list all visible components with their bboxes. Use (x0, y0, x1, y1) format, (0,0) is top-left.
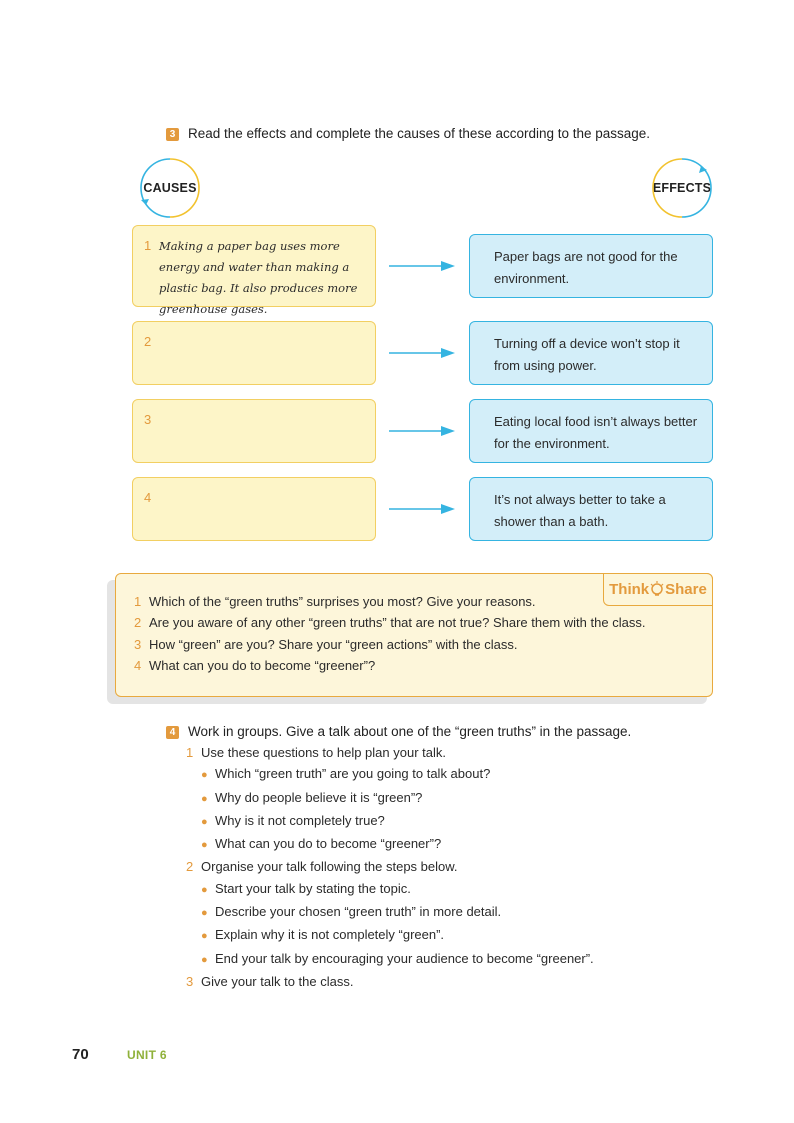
lightbulb-icon (650, 581, 664, 599)
effect-box-1 (469, 234, 713, 298)
bullet-icon: ● (201, 815, 208, 828)
causes-heading (141, 159, 199, 217)
effect-box-2 (469, 321, 713, 385)
cause-box-1 (132, 225, 376, 316)
section4-number-badge: 4 (166, 726, 179, 739)
list-item: ● Explain why it is not completely “green”. (201, 924, 726, 947)
section3-instruction-text: Read the effects and complete the causes of these according to the passage. (188, 126, 651, 141)
section4 (166, 724, 726, 992)
list-item: ● Describe your chosen “green truth” in more detail. (201, 901, 726, 924)
cause-number: 4 (144, 490, 152, 505)
list-item: 2 Are you aware of any other “green truths” that are not true? Share them with the class. (134, 615, 646, 631)
cause-number: 3 (144, 412, 152, 427)
effect-text: Eating local food isn’t always better for the environment. (494, 414, 698, 451)
cause-box-4[interactable] (132, 477, 376, 541)
cause-text: Making a paper bag uses more energy and water than making a plastic bag. It also produces more greenhouse gases. (159, 239, 358, 316)
bullet-icon: ● (201, 953, 208, 966)
cause-box-3[interactable] (132, 399, 376, 463)
section3-number-badge: 3 (166, 128, 179, 141)
bullet-list (186, 763, 726, 856)
effect-text: Paper bags are not good for the environment. (494, 249, 678, 286)
think-share-title-left: Think (609, 581, 650, 598)
list-item: 2 Organise your talk following the steps below. ● Start your talk by stating the topic. ● Describe your chosen “green truth” in more detail. ● Explain why it is not completely “green”. ● End your talk by encouraging your audience to become “greener”. (186, 856, 726, 970)
list-item: ● Why is it not completely true? (201, 810, 726, 833)
bullet-icon: ● (201, 930, 208, 943)
list-item: ● What can you do to become “greener”? (201, 833, 726, 856)
section4-instruction-text: Work in groups. Give a talk about one of the “green truths” in the passage. (188, 724, 632, 739)
effects-heading (653, 159, 711, 217)
effect-box-3 (469, 399, 713, 463)
think-share-panel (115, 573, 713, 697)
list-item: ● End your talk by encouraging your audience to become “greener”. (201, 948, 726, 971)
page-number: 70 (72, 1046, 89, 1063)
causes-circle-icon (137, 155, 203, 221)
section4-instruction (166, 724, 726, 739)
unit-label: UNIT 6 (127, 1048, 167, 1062)
think-share-questions (134, 591, 645, 676)
section4-steps (166, 742, 726, 992)
bullet-list (186, 878, 726, 971)
arrow-right-icon (389, 503, 455, 515)
list-item: 1 Use these questions to help plan your talk. ● Which “green truth” are you going to talk about? ● Why do people believe it is “green”? ● Why is it not completely true? ● What can you do to become “greener”? (186, 742, 726, 856)
effects-circle-icon (649, 155, 715, 221)
arrow-right-icon (389, 425, 455, 437)
section3-instruction (166, 126, 650, 141)
list-item: 1 Which of the “green truths” surprises you most? Give your reasons. (134, 594, 536, 609)
bullet-icon: ● (201, 792, 208, 805)
effect-text: Turning off a device won’t stop it from using power. (494, 336, 680, 373)
list-item: ● Which “green truth” are you going to talk about? (201, 763, 726, 786)
cause-number: 1 (144, 238, 152, 253)
bullet-icon: ● (201, 883, 208, 896)
list-item: 3 Give your talk to the class. (186, 973, 354, 989)
bullet-icon: ● (201, 907, 208, 920)
arrow-right-icon (389, 347, 455, 359)
causes-label: CAUSES (143, 181, 197, 195)
list-item: ● Start your talk by stating the topic. (201, 878, 726, 901)
list-item: ● Why do people believe it is “green”? (201, 787, 726, 810)
think-share-title-right: Share (665, 581, 707, 598)
bullet-icon: ● (201, 839, 208, 852)
list-item: 3 How “green” are you? Share your “green actions” with the class. (134, 636, 518, 652)
cause-number: 2 (144, 334, 152, 349)
effect-box-4 (469, 477, 713, 541)
arrow-right-icon (389, 260, 455, 272)
cause-box-2[interactable] (132, 321, 376, 385)
effects-label: EFFECTS (652, 181, 712, 195)
list-item: 4 What can you do to become “greener”? (134, 657, 376, 673)
effect-text: It’s not always better to take a shower than a bath. (494, 492, 666, 529)
bullet-icon: ● (201, 769, 208, 782)
